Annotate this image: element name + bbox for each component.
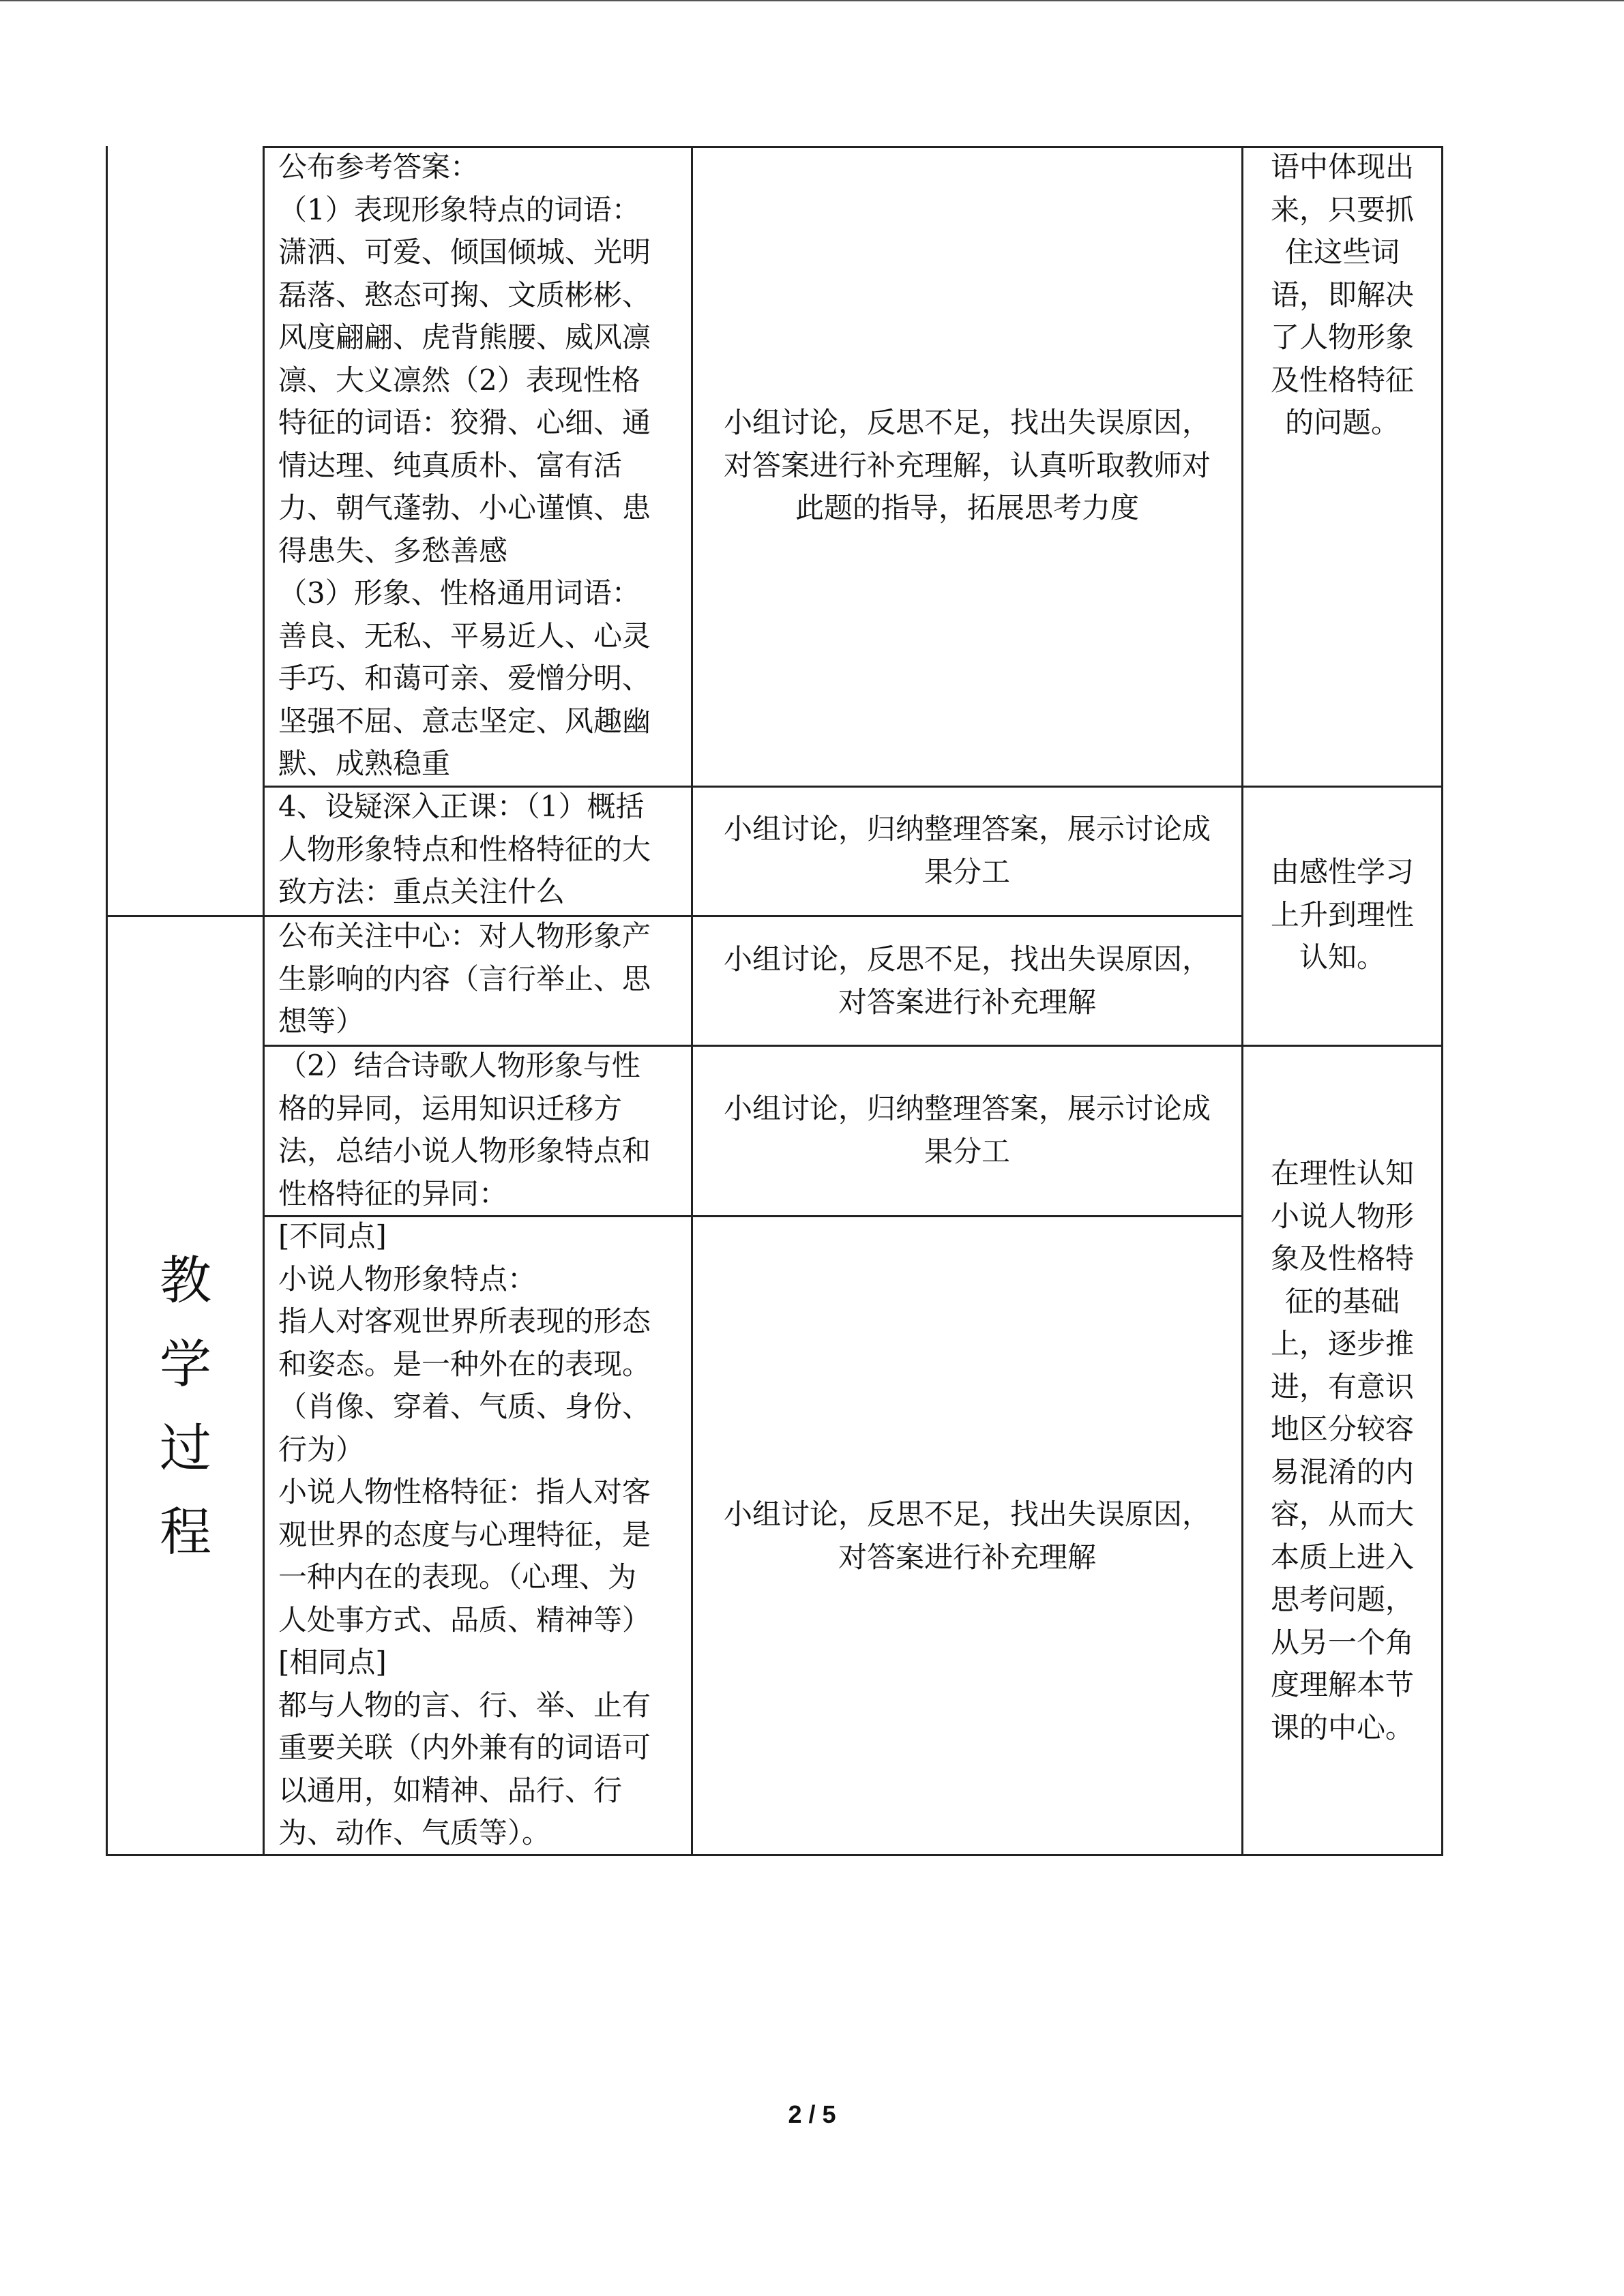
text-line: 本质上进入	[1270, 1540, 1414, 1574]
text-line: 容，从而大	[1270, 1497, 1414, 1531]
text-line: 由感性学习	[1270, 855, 1414, 889]
text-line: 格的异同，运用知识迁移方	[278, 1091, 623, 1125]
text-line: 公布关注中心：对人物形象产	[278, 919, 651, 953]
text-line: 默、成熟稳重	[278, 747, 451, 780]
text-line: 在理性认知	[1270, 1157, 1414, 1190]
text-line: 力、朝气蓬勃、小心谨慎、患	[278, 491, 651, 524]
text-line: 都与人物的言、行、举、止有	[278, 1688, 651, 1722]
text-line: 情达理、纯真质朴、富有活	[278, 448, 623, 482]
row-1-content	[278, 146, 688, 786]
text-line: 风度翩翩、虎背熊腰、威风凛	[278, 320, 651, 354]
text-line: 地区分较容	[1270, 1412, 1414, 1446]
row-4-content	[278, 1045, 688, 1215]
row-5-content	[278, 1215, 688, 1855]
text-line: 上，逐步推	[1270, 1327, 1414, 1360]
text-line: 公布参考答案：	[278, 150, 479, 183]
text-line: 果分工	[924, 854, 1010, 889]
text-line: 小组讨论，反思不足，找出失误原因，	[723, 406, 1211, 439]
text-line: 及性格特征	[1270, 363, 1414, 397]
text-line: 想等）	[278, 1004, 365, 1038]
text-line: 得患失、多愁善感	[278, 533, 508, 567]
text-line: 小说人物性格特征：指人对客	[278, 1475, 651, 1508]
text-line: 和姿态。是一种外在的表现。	[278, 1347, 651, 1381]
text-line: 手巧、和蔼可亲、爱憎分明、	[278, 661, 651, 695]
text-line: 从另一个角	[1270, 1625, 1414, 1659]
text-line: 课的中心。	[1270, 1710, 1414, 1744]
text-line: 小组讨论，反思不足，找出失误原因，	[723, 942, 1211, 976]
text-line: 为、动作、气质等）。	[278, 1816, 551, 1849]
rows-2-3-intent	[1243, 851, 1441, 979]
text-line: [不同点]	[278, 1219, 387, 1253]
text-line: 重要关联（内外兼有的词语可	[278, 1731, 651, 1764]
text-line: 磊落、憨态可掬、文质彬彬、	[278, 278, 651, 312]
text-line: 征的基础	[1284, 1284, 1400, 1318]
table-border-left	[106, 146, 108, 1856]
text-line: （1）表现形象特点的词语：	[278, 192, 640, 226]
row-2-content	[278, 786, 688, 914]
text-line: 来，只要抓	[1270, 192, 1414, 226]
text-line: （3）形象、性格通用词语：	[278, 576, 640, 610]
text-line: 凛、大义凛然（2）表现性格	[278, 363, 640, 397]
text-line: 法，总结小说人物形象特点和	[278, 1134, 651, 1167]
text-line: 对答案进行补充理解，认真听取教师对	[723, 448, 1211, 482]
text-line: 人物形象特点和性格特征的大	[278, 832, 651, 866]
text-line: 小组讨论，反思不足，找出失误原因，	[723, 1497, 1211, 1531]
text-line: 特征的词语：狡猾、心细、通	[278, 406, 651, 439]
text-line: 住这些词	[1284, 235, 1400, 269]
text-line: 了人物形象	[1270, 320, 1414, 354]
text-line: 4、设疑深入正课：（1）概括	[278, 790, 645, 823]
text-line: 以通用，如精神、品行、行	[278, 1773, 623, 1807]
text-line: 上升到理性	[1270, 897, 1414, 931]
text-line: 小说人物形	[1270, 1199, 1414, 1233]
text-line: 对答案进行补充理解	[838, 1540, 1096, 1574]
row-3-activity	[693, 938, 1241, 1024]
page-number: 2 / 5	[788, 2100, 836, 2128]
text-line: 的问题。	[1284, 406, 1400, 439]
text-line: 语中体现出	[1270, 150, 1414, 183]
rows-4-5-intent	[1243, 1152, 1441, 1749]
text-line: 果分工	[924, 1134, 1010, 1168]
text-line: 小说人物形象特点：	[278, 1262, 537, 1296]
text-line: 人处事方式、品质、精神等）	[278, 1602, 651, 1637]
text-line: 度理解本节	[1270, 1668, 1414, 1701]
text-line: 此题的指导，拓展思考力度	[795, 491, 1139, 524]
text-line: 行为）	[278, 1432, 365, 1466]
section-label-char: 学	[160, 1334, 211, 1395]
text-line: 善良、无私、平易近人、心灵	[278, 618, 651, 653]
text-line: 一种内在的表现。（心理、为	[278, 1560, 637, 1594]
row-5-activity	[693, 1493, 1241, 1579]
text-line: 语，即解决	[1270, 278, 1414, 312]
text-line: 致方法：重点关注什么	[278, 875, 565, 908]
section-label-char: 教	[160, 1250, 211, 1311]
text-line: 坚强不屈、意志坚定、风趣幽	[278, 704, 651, 738]
section-label-char: 程	[160, 1502, 211, 1562]
row-2-activity	[693, 808, 1241, 893]
row-3-content	[278, 915, 688, 1043]
text-line: 小组讨论，归纳整理答案，展示讨论成	[723, 812, 1211, 846]
text-line: 象及性格特	[1270, 1242, 1414, 1275]
section-label-char: 过	[160, 1418, 211, 1478]
row-4-activity	[693, 1088, 1241, 1173]
text-line: 潇洒、可爱、倾国倾城、光明	[278, 235, 651, 269]
text-line: （2）结合诗歌人物形象与性	[278, 1049, 640, 1082]
text-line: 小组讨论，归纳整理答案，展示讨论成	[723, 1092, 1211, 1125]
text-line: 认知。	[1299, 940, 1385, 974]
text-line: 进，有意识	[1270, 1369, 1414, 1403]
text-line: 对答案进行补充理解	[838, 985, 1096, 1019]
text-line: 易混淆的内	[1270, 1455, 1414, 1489]
table-border-right	[1441, 146, 1443, 1856]
column-divider-1	[263, 146, 265, 1856]
text-line: 观世界的态度与心理特征，是	[278, 1517, 651, 1551]
text-line: [相同点]	[278, 1645, 387, 1679]
text-line: 思考问题，	[1270, 1583, 1414, 1616]
text-line: 性格特征的异同：	[278, 1176, 508, 1210]
row-1-intent	[1243, 146, 1441, 445]
text-line: （肖像、穿着、气质、身份、	[278, 1390, 651, 1423]
text-line: 生影响的内容（言行举止、思	[278, 961, 651, 996]
text-line: 指人对客观世界所表现的形态	[278, 1304, 651, 1338]
page-top-rule	[0, 0, 1624, 1]
row-1-activity	[693, 402, 1241, 530]
